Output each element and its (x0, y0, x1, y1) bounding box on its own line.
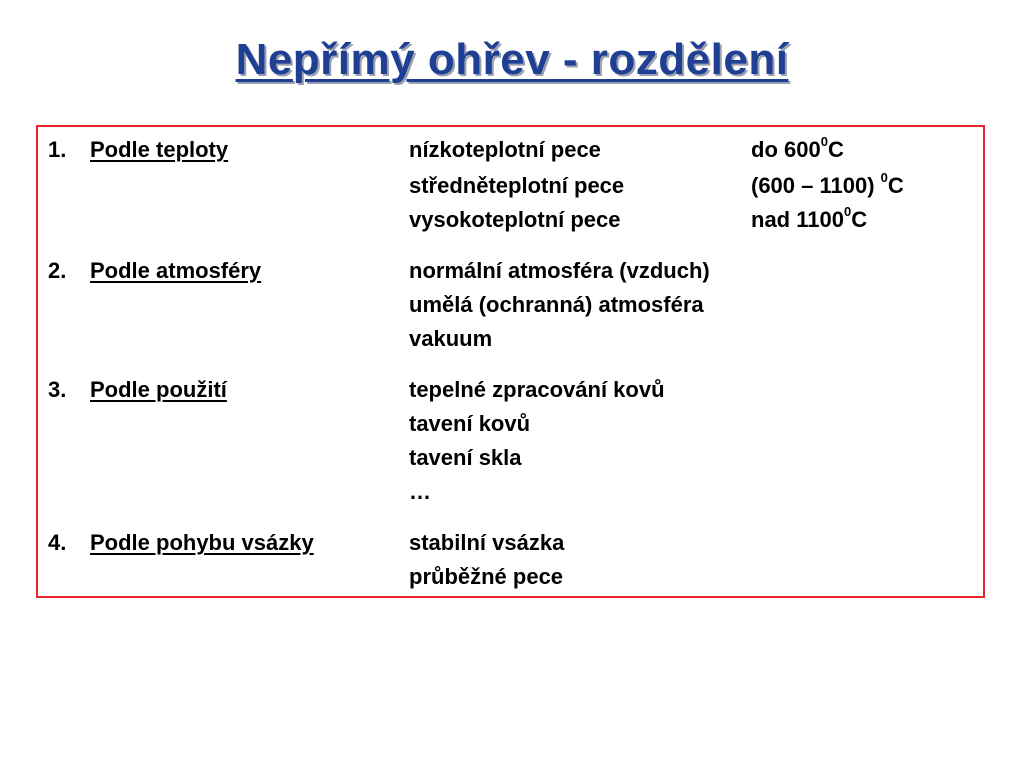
option-3-3: tavení skla (409, 445, 522, 470)
value-1-1 (751, 133, 844, 167)
category-2-label: Podle atmosféry (90, 258, 262, 283)
page-title: Nepřímý ohřev - rozdělení (235, 35, 789, 84)
value-1-2-unit: C (887, 173, 904, 198)
category-2-heading (48, 254, 261, 288)
value-1-1-degree: 0 (820, 133, 828, 149)
option-1-3: vysokoteplotní pece (409, 207, 621, 232)
option-2-2: umělá (ochranná) atmosféra (409, 292, 704, 317)
category-4-label: Podle pohybu vsázky (90, 530, 314, 555)
category-1-number: 1. (48, 137, 67, 162)
value-1-2-degree: 0 (880, 169, 888, 185)
option-3-1: tepelné zpracování kovů (409, 377, 665, 402)
category-1-label: Podle teploty (90, 137, 229, 162)
option-3-2: tavení kovů (409, 411, 531, 436)
option-4-1: stabilní vsázka (409, 530, 565, 555)
value-1-1-unit: C (827, 137, 844, 162)
option-2-3: vakuum (409, 326, 493, 351)
option-4-2: průběžné pece (409, 564, 564, 589)
category-3-heading (48, 373, 227, 407)
option-1-2: středněteplotní pece (409, 173, 625, 198)
option-1-1: nízkoteplotní pece (409, 137, 601, 162)
option-2-1: normální atmosféra (vzduch) (409, 258, 710, 283)
value-1-2-base: (600 – 1100) (751, 173, 881, 198)
value-1-3 (751, 203, 867, 237)
content-box (36, 125, 985, 598)
category-3-label: Podle použití (90, 377, 227, 402)
category-2-number: 2. (48, 258, 67, 283)
category-1-heading (48, 133, 228, 167)
value-1-1-base: do 600 (751, 137, 821, 162)
option-3-4: … (409, 479, 431, 504)
value-1-3-base: nad 1100 (751, 207, 844, 232)
category-4-number: 4. (48, 530, 67, 555)
value-1-2 (751, 169, 904, 203)
value-1-3-degree: 0 (843, 203, 852, 219)
category-4-heading (48, 526, 314, 560)
value-1-3-unit: C (851, 207, 868, 232)
category-3-number: 3. (48, 377, 67, 402)
